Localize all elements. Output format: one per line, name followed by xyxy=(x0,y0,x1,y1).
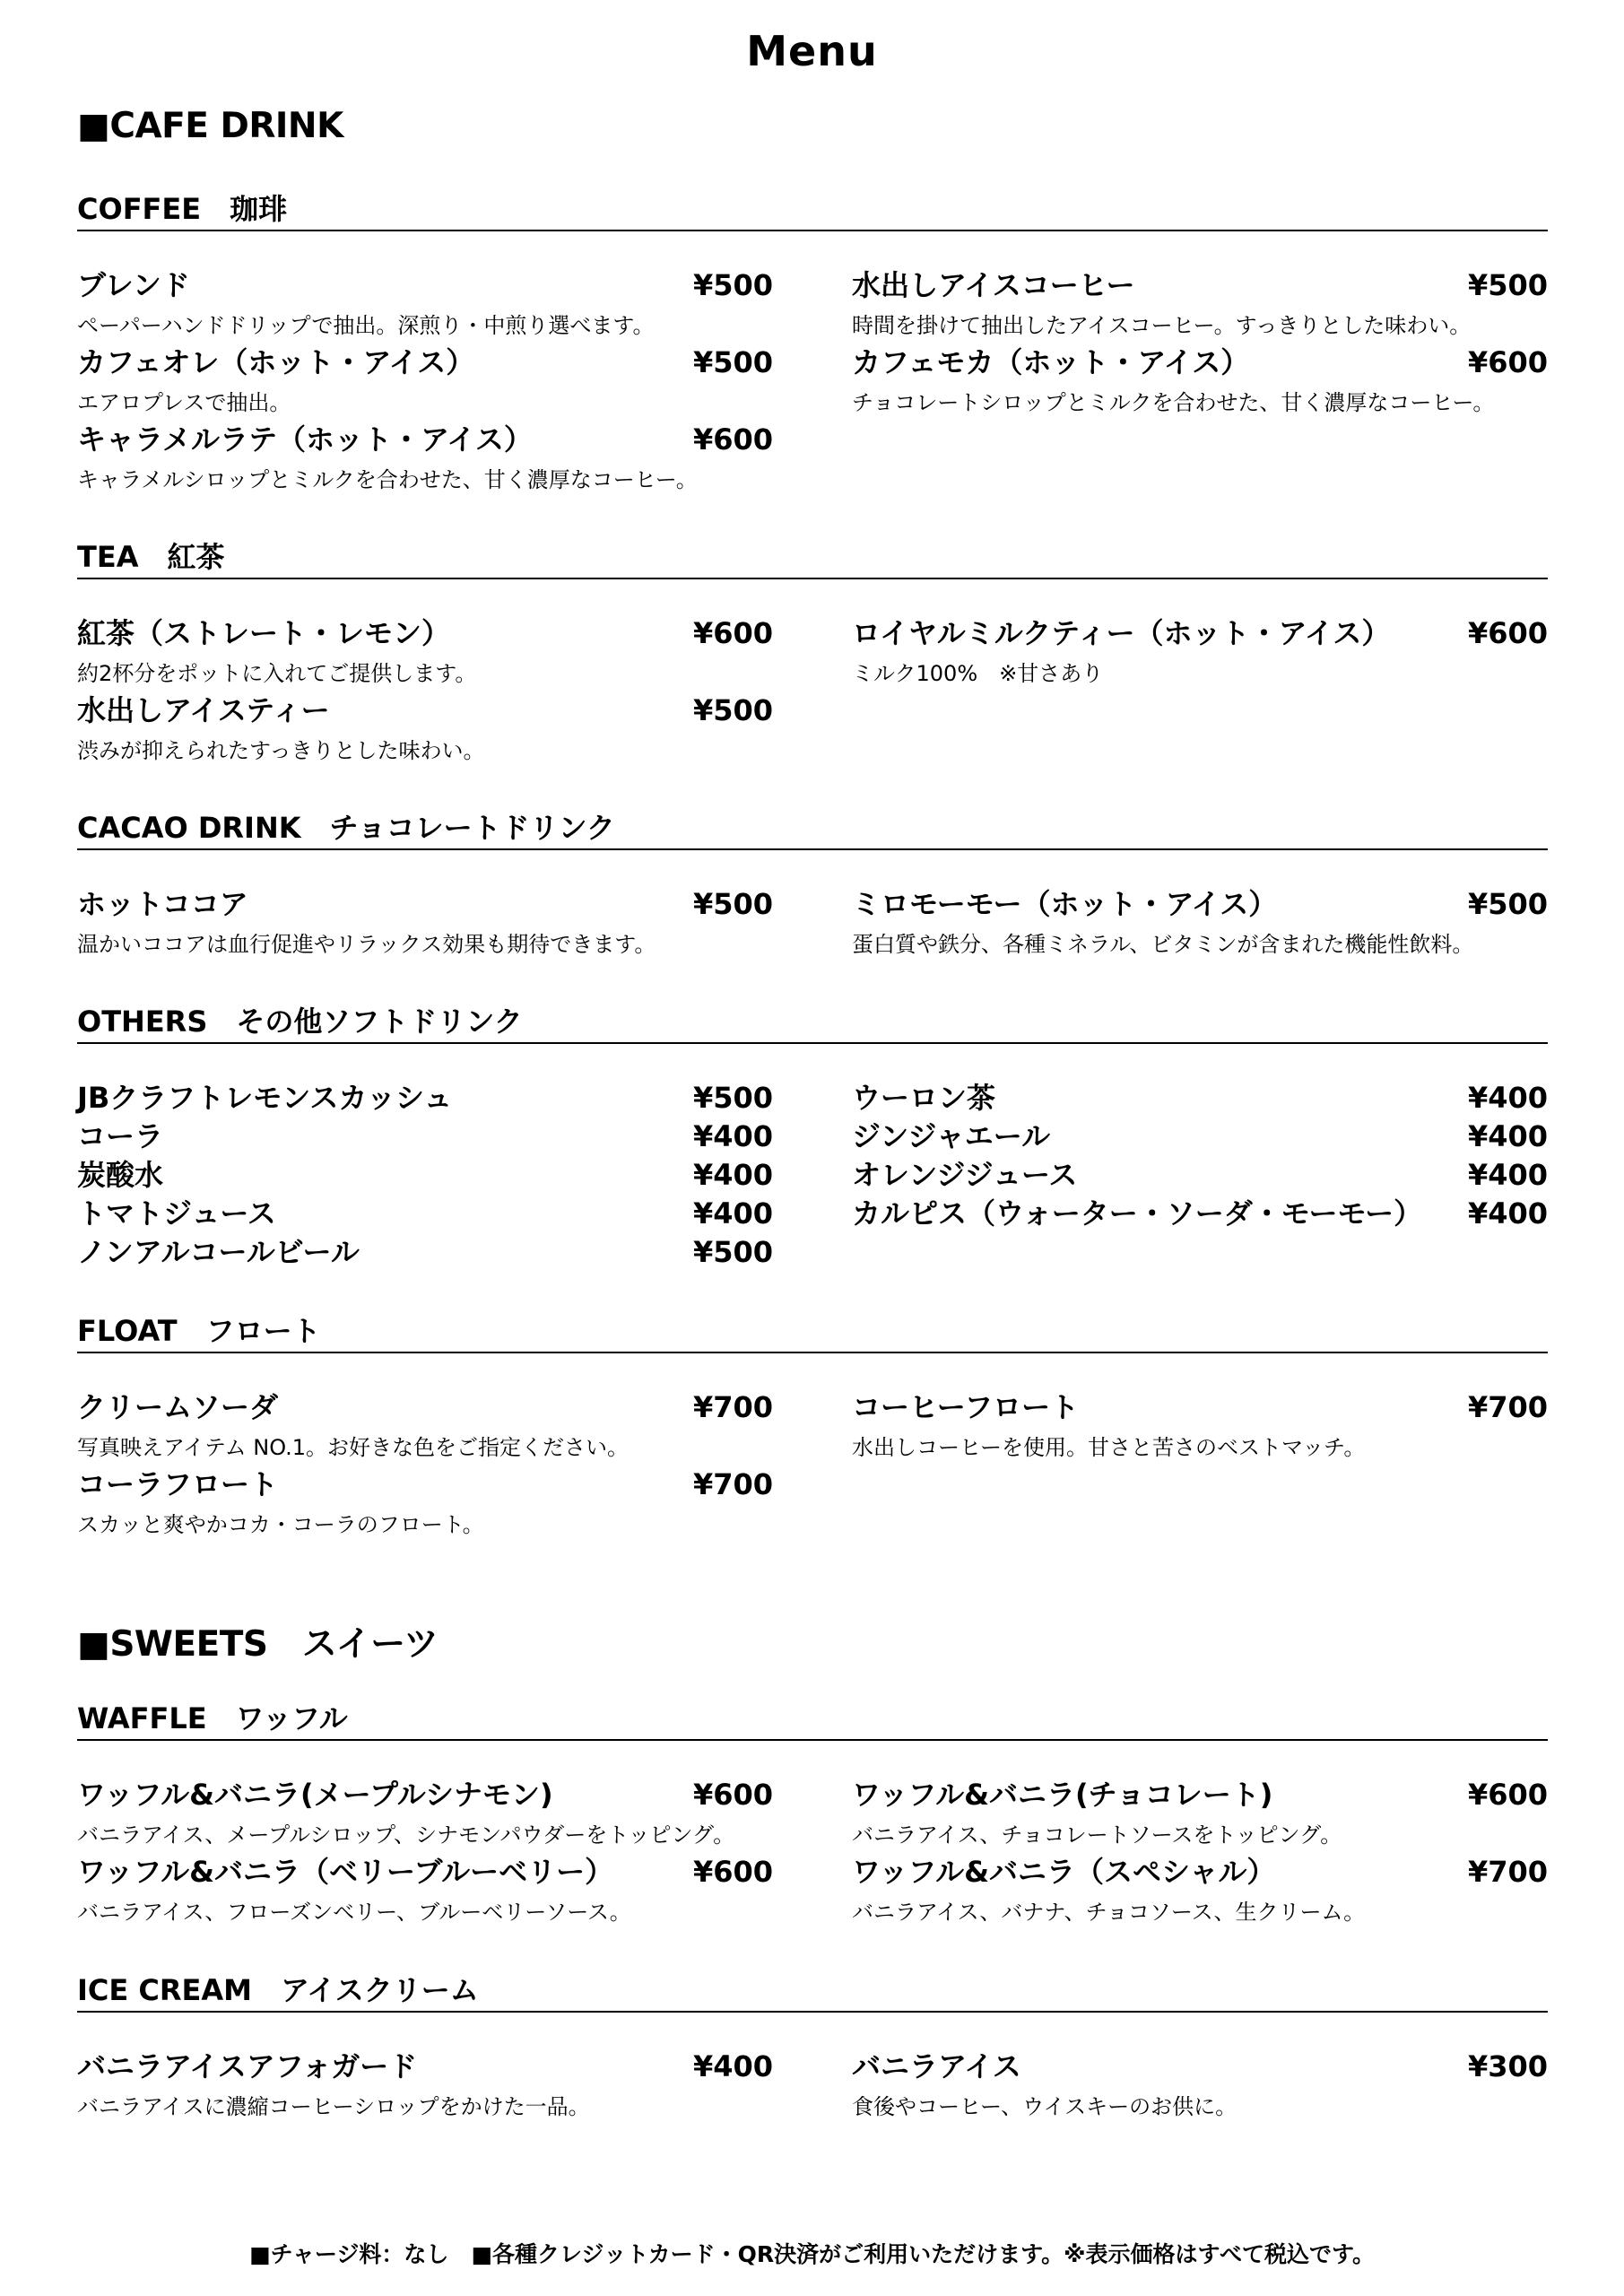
cacao-title: CACAO DRINK チョコレートドリンク xyxy=(77,811,615,845)
item-description: バニラアイス、フローズンベリー、ブルーベリーソース。 xyxy=(77,1900,631,1925)
item-price: ¥600 xyxy=(692,1855,773,1889)
coffee-right-column xyxy=(852,263,1548,417)
item-description: バニラアイス、バナナ、チョコソース、生クリーム。 xyxy=(852,1900,1366,1925)
menu-item xyxy=(852,263,1548,340)
menu-item xyxy=(77,340,773,417)
float-right-column xyxy=(852,1385,1548,1462)
menu-item xyxy=(77,1462,773,1539)
menu-item xyxy=(77,1114,773,1152)
item-name: ブレンド xyxy=(77,268,190,302)
item-description: 写真映えアイテム NO.1。お好きな色をご指定ください。 xyxy=(77,1435,630,1460)
item-name: キャラメルラテ（ホット・アイス） xyxy=(77,422,533,457)
item-name: ジンジャエール xyxy=(852,1119,1051,1153)
tea-title: TEA 紅茶 xyxy=(77,540,225,574)
menu-item xyxy=(77,1152,773,1191)
others-title: OTHERS その他ソフトドリンク xyxy=(77,1004,523,1039)
item-price: ¥500 xyxy=(1467,268,1548,302)
item-price: ¥500 xyxy=(692,1235,773,1269)
item-description: 水出しコーヒーを使用。甘さと苦さのベストマッチ。 xyxy=(852,1435,1366,1460)
icecream-divider xyxy=(77,2011,1548,2013)
item-name: ミロモーモー（ホット・アイス） xyxy=(852,887,1278,921)
footer-note: ■チャージ料：なし ■各種クレジットカード・QR決済がご利用いただけます。※表示価格はすべて税込です。 xyxy=(249,2241,1375,2267)
waffle-divider xyxy=(77,1739,1548,1741)
page-title: Menu xyxy=(746,27,878,75)
item-name: 紅茶（ストレート・レモン） xyxy=(77,616,451,650)
item-description: 渋みが抑えられたすっきりとした味わい。 xyxy=(77,738,485,763)
item-price: ¥500 xyxy=(692,268,773,302)
coffee-divider xyxy=(77,230,1548,231)
item-price: ¥300 xyxy=(1467,2049,1548,2083)
menu-item xyxy=(77,1772,773,1849)
menu-item xyxy=(852,882,1548,959)
item-price: ¥600 xyxy=(1467,616,1548,650)
item-description: キャラメルシロップとミルクを合わせた、甘く濃厚なコーヒー。 xyxy=(77,467,698,492)
menu-item xyxy=(852,340,1548,417)
item-name: バニラアイス xyxy=(852,2049,1021,2083)
item-description: バニラアイス、メープルシロップ、シナモンパウダーをトッピング。 xyxy=(77,1822,735,1848)
item-price: ¥500 xyxy=(692,887,773,921)
item-name: ウーロン茶 xyxy=(852,1081,996,1115)
float-title: FLOAT フロート xyxy=(77,1314,321,1348)
coffee-left-column xyxy=(77,263,773,494)
menu-item xyxy=(77,1385,773,1462)
item-name: ワッフル&バニラ(メープルシナモン) xyxy=(77,1778,553,1812)
item-name: カフェオレ（ホット・アイス） xyxy=(77,345,475,379)
item-price: ¥700 xyxy=(692,1390,773,1424)
menu-item xyxy=(852,1385,1548,1462)
item-name: ロイヤルミルクティー（ホット・アイス） xyxy=(852,616,1391,650)
item-price: ¥400 xyxy=(692,1119,773,1153)
menu-item xyxy=(77,882,773,959)
item-description: ペーパーハンドドリップで抽出。深煎り・中煎り選べます。 xyxy=(77,313,655,338)
item-price: ¥400 xyxy=(692,1196,773,1231)
item-name: カフェモカ（ホット・アイス） xyxy=(852,345,1250,379)
menu-item xyxy=(852,2044,1548,2121)
item-price: ¥600 xyxy=(692,422,773,457)
item-price: ¥400 xyxy=(1467,1081,1548,1115)
item-price: ¥700 xyxy=(1467,1855,1548,1889)
item-price: ¥600 xyxy=(692,1778,773,1812)
float-divider xyxy=(77,1352,1548,1353)
item-description: チョコレートシロップとミルクを合わせた、甘く濃厚なコーヒー。 xyxy=(852,390,1495,415)
menu-item xyxy=(852,1849,1548,1926)
item-name: コーラ xyxy=(77,1119,164,1153)
item-price: ¥700 xyxy=(1467,1390,1548,1424)
item-description: スカッと爽やかコカ・コーラのフロート。 xyxy=(77,1512,484,1537)
menu-item xyxy=(77,1191,773,1230)
icecream-right-column xyxy=(852,2044,1548,2121)
item-name: トマトジュース xyxy=(77,1196,276,1231)
item-price: ¥500 xyxy=(692,1081,773,1115)
item-price: ¥400 xyxy=(1467,1158,1548,1192)
item-name: 水出しアイスティー xyxy=(77,693,330,727)
item-name: JBクラフトレモンスカッシュ xyxy=(77,1081,453,1115)
menu-item xyxy=(852,1191,1548,1230)
item-price: ¥600 xyxy=(692,616,773,650)
coffee-title: COFFEE 珈琲 xyxy=(77,192,288,226)
item-name: バニラアイスアフォガード xyxy=(77,2049,418,2083)
menu-item xyxy=(852,1152,1548,1191)
item-name: 水出しアイスコーヒー xyxy=(852,268,1135,302)
others-right-column xyxy=(852,1075,1548,1230)
item-name: 炭酸水 xyxy=(77,1158,164,1192)
item-name: ホットココア xyxy=(77,887,248,921)
item-description: ミルク100% ※甘さあり xyxy=(852,661,1104,686)
item-price: ¥600 xyxy=(1467,1778,1548,1812)
item-description: 約2杯分をポットに入れてご提供します。 xyxy=(77,661,477,686)
item-price: ¥400 xyxy=(1467,1119,1548,1153)
item-description: エアロプレスで抽出。 xyxy=(77,390,291,415)
item-name: ノンアルコールビール xyxy=(77,1235,360,1269)
item-price: ¥700 xyxy=(692,1467,773,1501)
menu-item xyxy=(852,1772,1548,1849)
item-price: ¥500 xyxy=(1467,887,1548,921)
icecream-title: ICE CREAM アイスクリーム xyxy=(77,1973,479,2007)
item-price: ¥500 xyxy=(692,693,773,727)
cacao-divider xyxy=(77,848,1548,850)
menu-item xyxy=(852,1075,1548,1114)
menu-item xyxy=(77,417,773,494)
item-description: 時間を掛けて抽出したアイスコーヒー。すっきりとした味わい。 xyxy=(852,313,1472,338)
item-description: 蛋白質や鉄分、各種ミネラル、ビタミンが含まれた機能性飲料。 xyxy=(852,932,1474,957)
tea-left-column xyxy=(77,611,773,765)
waffle-title: WAFFLE ワッフル xyxy=(77,1701,348,1735)
tea-divider xyxy=(77,578,1548,579)
menu-item xyxy=(852,611,1548,688)
menu-item xyxy=(852,1114,1548,1152)
item-description: バニラアイス、チョコレートソースをトッピング。 xyxy=(852,1822,1342,1848)
item-description: 温かいココアは血行促進やリラックス効果も期待できます。 xyxy=(77,932,656,957)
tea-right-column xyxy=(852,611,1548,688)
menu-item xyxy=(77,263,773,340)
waffle-left-column xyxy=(77,1772,773,1926)
menu-item xyxy=(77,1075,773,1114)
cacao-left-column xyxy=(77,882,773,959)
item-price: ¥500 xyxy=(692,345,773,379)
item-description: バニラアイスに濃縮コーヒーシロップをかけた一品。 xyxy=(77,2094,590,2119)
item-price: ¥400 xyxy=(692,1158,773,1192)
item-price: ¥400 xyxy=(1467,1196,1548,1231)
item-name: クリームソーダ xyxy=(77,1390,279,1424)
menu-item xyxy=(77,1849,773,1926)
item-name: カルピス（ウォーター・ソーダ・モーモー） xyxy=(852,1196,1423,1231)
menu-item xyxy=(77,1230,773,1268)
menu-item xyxy=(77,688,773,765)
others-left-column xyxy=(77,1075,773,1268)
item-name: ワッフル&バニラ(チョコレート) xyxy=(852,1778,1273,1812)
sweets-heading: ■SWEETS スイーツ xyxy=(77,1624,439,1665)
menu-item xyxy=(77,2044,773,2121)
item-name: オレンジジュース xyxy=(852,1158,1078,1192)
item-price: ¥600 xyxy=(1467,345,1548,379)
cafe-drink-heading: ■CAFE DRINK xyxy=(77,106,343,146)
item-price: ¥400 xyxy=(692,2049,773,2083)
item-description: 食後やコーヒー、ウイスキーのお供に。 xyxy=(852,2094,1238,2119)
waffle-right-column xyxy=(852,1772,1548,1926)
item-name: ワッフル&バニラ（スペシャル） xyxy=(852,1855,1276,1889)
others-divider xyxy=(77,1042,1548,1044)
menu-item xyxy=(77,611,773,688)
item-name: コーラフロート xyxy=(77,1467,279,1501)
float-left-column xyxy=(77,1385,773,1539)
item-name: ワッフル&バニラ（ベリーブルーベリー） xyxy=(77,1855,614,1889)
icecream-left-column xyxy=(77,2044,773,2121)
item-name: コーヒーフロート xyxy=(852,1390,1080,1424)
cacao-right-column xyxy=(852,882,1548,959)
